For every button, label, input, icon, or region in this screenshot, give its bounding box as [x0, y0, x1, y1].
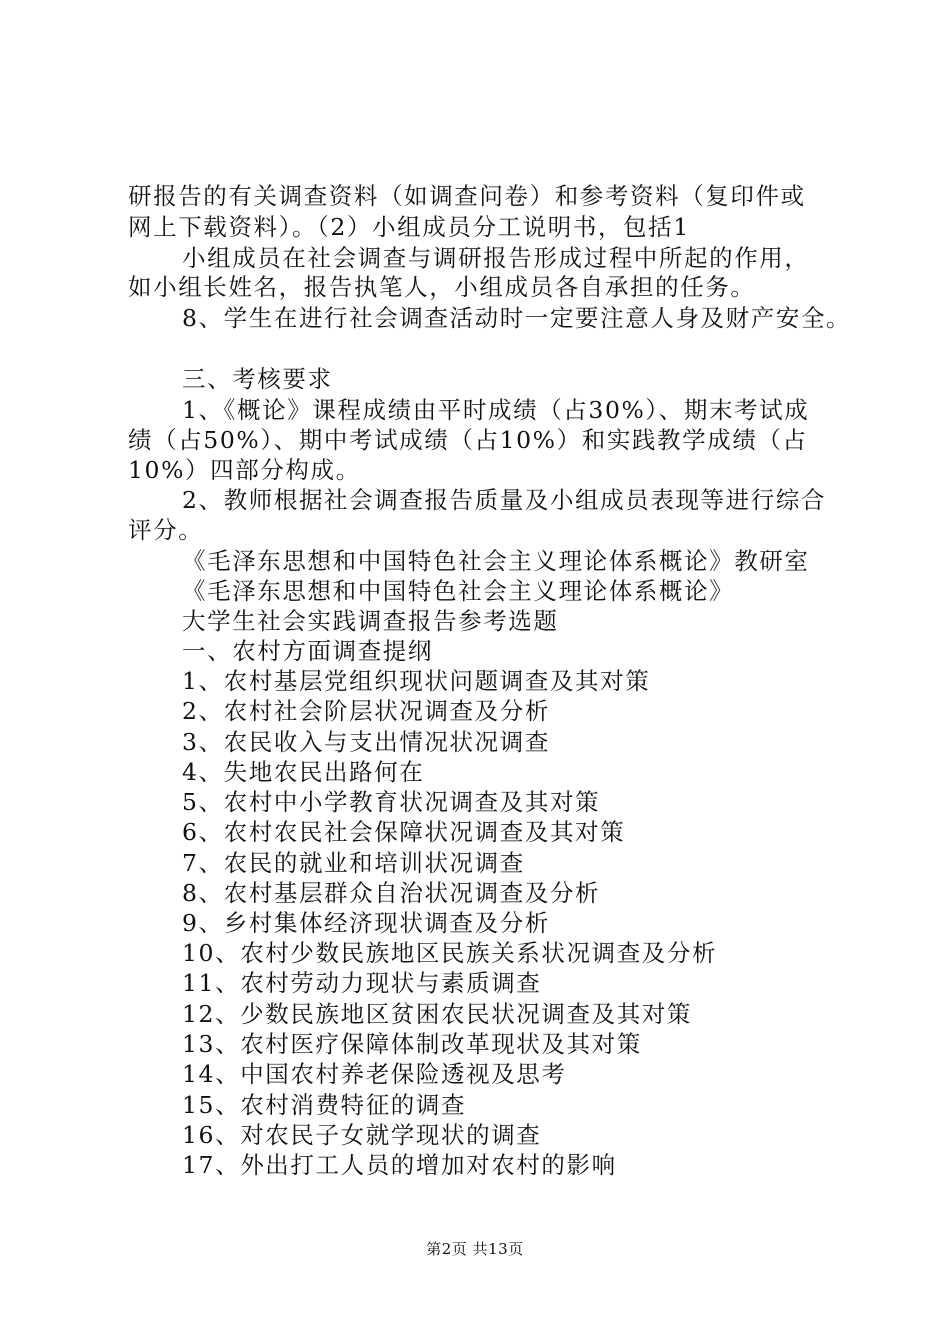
list-item: 15、农村消费特征的调查: [182, 1091, 467, 1119]
text-line: 《毛泽东思想和中国特色社会主义理论体系概论》: [182, 577, 735, 605]
text-line: 小组成员在社会调查与调研报告形成过程中所起的作用，: [182, 244, 810, 272]
text-line: 绩（占50%）、期中考试成绩（占10%）和实践教学成绩（占: [128, 426, 808, 454]
page-number-footer: 第2页 共13页: [426, 1240, 524, 1258]
section-heading: 一、农村方面调查提纲: [182, 637, 433, 665]
list-item: 3、农民收入与支出情况状况调查: [182, 728, 550, 756]
list-item: 11、农村劳动力现状与素质调查: [182, 969, 542, 997]
list-item: 5、农村中小学教育状况调查及其对策: [182, 788, 601, 816]
text-line: 研报告的有关调查资料（如调查问卷）和参考资料（复印件或: [128, 182, 806, 210]
text-line: 《毛泽东思想和中国特色社会主义理论体系概论》教研室: [182, 547, 810, 575]
text-line: 2、教师根据社会调查报告质量及小组成员表现等进行综合: [182, 486, 827, 514]
text-line: 8、学生在进行社会调查活动时一定要注意人身及财产安全。: [182, 304, 852, 332]
list-item: 13、农村医疗保障体制改革现状及其对策: [182, 1030, 642, 1058]
list-item: 2、农村社会阶层状况调查及分析: [182, 697, 550, 725]
list-item: 8、农村基层群众自治状况调查及分析: [182, 879, 601, 907]
list-item: 17、外出打工人员的增加对农村的影响: [182, 1151, 617, 1179]
list-item: 12、少数民族地区贫困农民状况调查及其对策: [182, 1000, 693, 1028]
text-line: 网上下载资料）。（2）小组成员分工说明书，包括1: [128, 213, 690, 241]
section-heading: 三、考核要求: [182, 365, 333, 393]
text-line: 10%）四部分构成。: [128, 456, 361, 484]
text-line: 评分。: [128, 516, 204, 544]
list-item: 9、乡村集体经济现状调查及分析: [182, 909, 550, 937]
list-item: 14、中国农村养老保险透视及思考: [182, 1060, 567, 1088]
list-item: 6、农村农民社会保障状况调查及其对策: [182, 818, 626, 846]
section-heading: 大学生社会实践调查报告参考选题: [182, 607, 559, 635]
text-line: 如小组长姓名，报告执笔人，小组成员各自承担的任务。: [128, 273, 756, 301]
list-item: 7、农民的就业和培训状况调查: [182, 849, 525, 877]
list-item: 1、农村基层党组织现状问题调查及其对策: [182, 667, 651, 695]
list-item: 4、失地农民出路何在: [182, 758, 425, 786]
list-item: 10、农村少数民族地区民族关系状况调查及分析: [182, 939, 718, 967]
list-item: 16、对农民子女就学现状的调查: [182, 1121, 542, 1149]
text-line: 1、《概论》课程成绩由平时成绩（占30%）、期末考试成: [182, 396, 810, 424]
